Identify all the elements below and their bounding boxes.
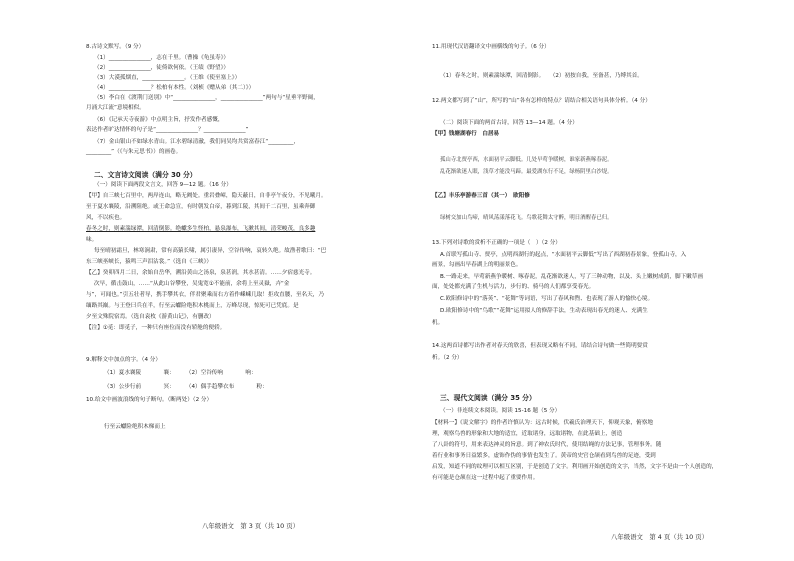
left-text-line: 味。	[86, 237, 98, 243]
right-text-line: 14.这两首诗都写出作者对春天的欣喜，但表现又略有不同，请结合诗句做一些简明要赏	[432, 343, 648, 349]
right-text-line: 启发，知道不同的纹理可以相互区别，于是创造了文字。利用画开始创造的文字，当然，文字不是由一个人创造的，	[432, 464, 718, 470]
right-text-line: 有可能是仓颉在这一过程中起了重要作用。	[432, 475, 539, 481]
left-text-line: 至于夏水襄陵，沿溯阻绝。或王命急宣，有时朝发白帝，暮到江陵，其间千二百里，虽乘奔御	[86, 204, 316, 210]
left-text-line: 次早，循击鼓山，……“从此山谷攀登，吴鬼宽①不能前，余将上至灵嶽，卉“金	[94, 281, 290, 287]
right-text-line: （一）非连续文本阅读。阅读 15-16 题（5 分）	[440, 408, 561, 414]
right-text-line: （1）春冬之时，则素湍绿潭，回清倒影。 （2）初按自我，至备甚，乃缚其首。	[440, 73, 643, 79]
left-text-line: 春冬之时，则素湍绿潭，回清倒影。绝巘多生怪柏，悬泉瀑布，飞漱其间，清荣峻茂，良多趣	[86, 226, 316, 232]
page-4-footer: 八年级语文 第 4 页（共 10 页）	[611, 533, 709, 541]
right-text-line: 【材料一】《说文解字》的作者许慎认为：远古时候，伏羲氏治理天下，仰观天象，俯察地	[432, 420, 653, 426]
left-text-line: 9.解释文中加点的字。（4 分）	[86, 357, 161, 363]
right-text-line: A.首联写孤山寺、贾亭，点明西湖行的起点，“水面初平云脚低”写出了西湖初春景象，登孤山寺，入	[440, 252, 687, 258]
left-text-line: （3）大漠孤烟直，_______________。（王维《使至塞上》）	[94, 75, 241, 81]
left-text-line: 【甲】自三峡七百里中，两岸连山，略无阙处。重岩叠嶂，隐天蔽日，自非亭午夜分，不见曦月。	[86, 193, 327, 199]
right-text-line: 了八卦的符号，用来表达神灵的旨意。到了神农氏时代，使用结绳的方法记事，管理事务。随	[432, 442, 662, 448]
left-text-line: 缅路其巅。与王登曰兵在半，行至云巘险绝积木桃而上，万峰尽现，惊死可已凭底。是	[86, 303, 299, 309]
left-text-line: （6）《记承天寺夜游》中点明主旨，抒发作者感慨，	[94, 117, 224, 123]
right-text-line: 乱花渐欲迷人眼，浅草才能没马蹄。最爱湖东行不足，绿杨阴里白沙堤。	[440, 169, 613, 175]
right-text-line: 画景，勾画出早春湖上的明丽景色。	[432, 262, 522, 268]
left-text-line: （3）公步行前 冥： （4）偶手趋攀衣布 粉：	[104, 384, 268, 390]
right-text-line: 机。	[432, 320, 444, 326]
left-text-line: （一）阅读下面两段文言文，回答 9—12 题。（16 分）	[94, 182, 232, 188]
right-text-line: D.欧阳修诗中的“鸟歌”“花舞”运用拟人的修辞手法，生动表现出春光的迷人、充满生	[440, 308, 648, 314]
left-text-line: （1）夏水襄陵 襄： （2）空谷传响 响：	[104, 370, 257, 376]
left-text-line: 每至晴初霜旦，林寒涧肃，常有高猿长啸，属引凄异，空谷传响，哀转久绝。故渔者歌曰：“巴	[94, 248, 327, 254]
right-text-line: 绿树交加山鸟啼，晴风荡漾落花飞。鸟歌花舞太守醉，明日酒醒春已归。	[440, 215, 613, 221]
left-text-line: （5）李白在《渡荆门送别》中“_______________，_______________”两句与“星垂平野阔，	[94, 95, 319, 101]
left-text-line: _________”（《与朱元思书》）的画卷。	[86, 149, 182, 155]
page-4-column	[432, 0, 762, 561]
right-text-line: 三、现代文阅读（满分 35 分）	[440, 394, 536, 402]
right-text-line: 【乙】丰乐亭游春三首（其一） 欧阳修	[432, 193, 530, 199]
left-text-line: （2）_______________，徒倚欲何依。（王绩《野望》）	[94, 65, 230, 71]
left-text-line: 夕至文殊院宿焉。（选自袁枚《游黄山记》，有删改）	[86, 314, 215, 320]
right-text-line: 12.两文都写到了“山”，所写的“山”各有怎样的特点？请结合相关语句具体分析。（4 分）	[432, 98, 651, 104]
right-text-line: 析。（2 分）	[432, 355, 463, 361]
page-3-footer: 八年级语文 第 3 页（共 10 页）	[202, 522, 300, 530]
left-text-line: 与”，可闻也。”引五壮者导，携手攀其衣，伴君聚乘而右方着作嵊嵊几取！拒攻直腰，至名天，乃	[86, 292, 324, 298]
left-text-line: 10.给文中画波浪线的句子断句。（断两处）（2 分）	[86, 397, 213, 403]
right-text-line: 【甲】钱塘湖春行 白居易	[432, 131, 500, 137]
left-text-line: 风，不以疾也。	[86, 215, 126, 221]
left-text-line: 东三峡巫峡长，猿鸣三声泪沾裳。”（选自《三峡》）	[86, 259, 212, 265]
right-text-line: 13.下列对诗歌的赏析不正确的一项是（ ）（2 分）	[432, 240, 561, 246]
left-text-line: （4）_______________？松柏有本性。（刘桢《赠从弟（其二）》）	[94, 85, 255, 91]
right-text-line: 面，处处都充满了生机与活力，步行的、骑马的人们都享受春光。	[432, 284, 595, 290]
left-text-line: 行至云巘险绝积木梯而上	[104, 424, 166, 430]
left-text-line: 二、文言诗文阅读（满分 30 分）	[94, 171, 197, 179]
page-3-column	[86, 0, 416, 561]
left-text-line: 8.古诗文默写。（9 分）	[86, 44, 145, 50]
right-text-line: 理，观察鸟兽的形象和大地的适宜，近取诸身，远取诸物，在此基础上，创造	[432, 431, 623, 437]
right-text-line: B.一路走来，早莺新燕争暖树、啄春泥，乱花渐欲迷人，写了三种动物，以及、头上嫩树成荫，脚下嫩草画	[440, 274, 703, 280]
right-text-line: 孤山寺北贾亭西，水面初平云脚低。几处早莺争暖树，谁家新燕啄春泥。	[440, 157, 613, 163]
right-text-line: 着行业和事务日益繁多，虚饰作伪的事情也发生了。黄帝的史官仓颉看到鸟兽的足迹，受到	[432, 453, 656, 459]
right-text-line: C.欧阳修诗中的“落英”、“花舞”等词语，写出了春风和煦、也表现了游人的愉快心境。	[440, 296, 654, 302]
right-text-line: （二）阅读下面的两首古诗，回答 13—14 题。（4 分）	[440, 120, 578, 126]
left-text-line: 【注】①觅：即觅子，一种只有座位而没有轿舱的便轿。	[86, 325, 226, 331]
left-text-line: （1）_______________，志在千里。（曹操《龟虽寿》）	[94, 55, 230, 61]
left-text-line: 【乙】癸卯四月二日，余始自岳华，溯沿黄山之汤泉，泉甚润，其水甚清。……夕宿慈光寺。	[86, 270, 316, 276]
left-text-line: 表达作者旷达情怀的句子是“_______________？_______________”	[86, 127, 249, 133]
left-text-line: 月涌大江流”意境相似。	[86, 105, 145, 111]
left-text-line: （7）金山银山不如绿水青山。江水碧绿清澈，我们同吴均共赏富春江“_________，	[94, 139, 300, 145]
right-text-line: 11.用现代汉语翻译文中画横线的句子。（6 分）	[432, 44, 550, 50]
